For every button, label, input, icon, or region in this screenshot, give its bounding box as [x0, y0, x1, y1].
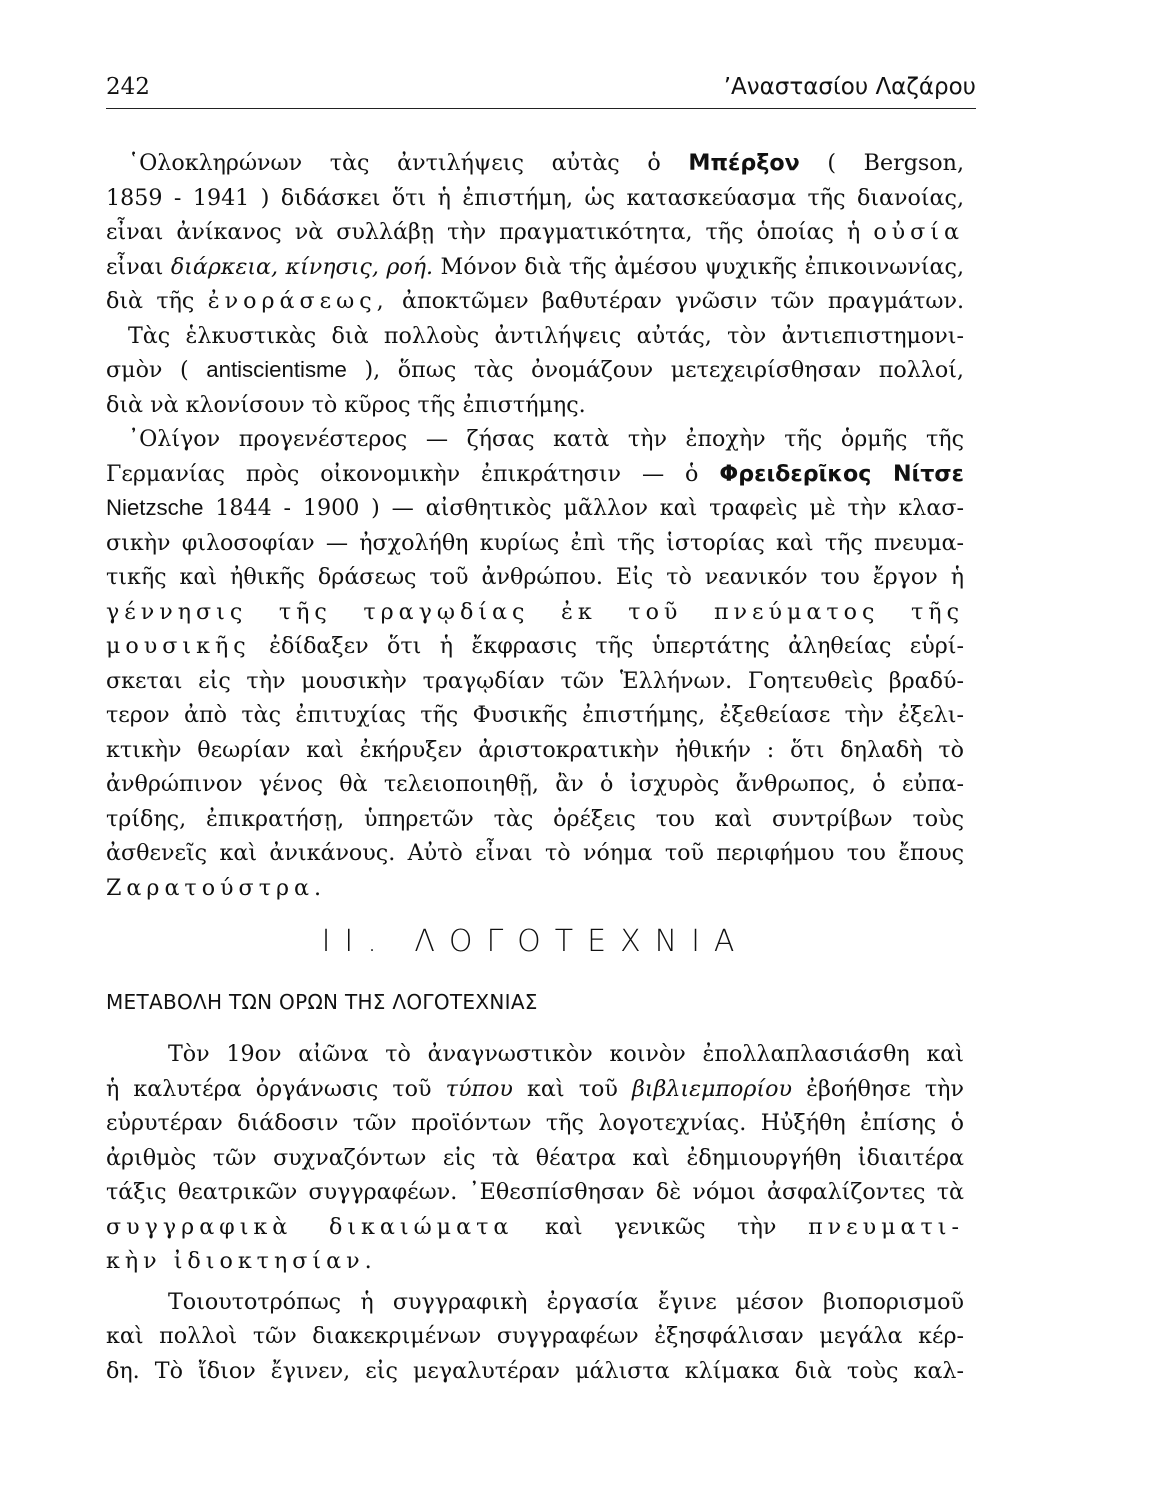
- section-subheading: ΜΕΤΑΒΟΛΗ ΤΩΝ ΟΡΩΝ ΤΗΣ ΛΟΓΟΤΕΧΝΙΑΣ: [106, 990, 538, 1014]
- text-line: ἡ καλυτέρα ὀργάνωσις τοῦ τύπου καὶ τοῦ βιβλιεμπορίου ἐβοήθησε τὴν: [106, 1075, 964, 1102]
- text-line: σικὴν φιλοσοφίαν — ἠσχολήθη κυρίως ἐπὶ τῆς ἱστορίας καὶ τῆς πνευμα-: [106, 529, 964, 556]
- text-line: ἀσθενεῖς καὶ ἀνικάνους. Αὐτὸ εἶναι τὸ νόημα τοῦ περιφήμου του ἔπους: [106, 840, 964, 866]
- text-line: δη. Τὸ ἴδιον ἔγινεν, εἰς μεγαλυτέραν μάλιστα κλίμακα διὰ τοὺς καλ-: [106, 1357, 964, 1384]
- paragraph-bergson: [106, 146, 964, 319]
- text-line: καὶ πολλοὶ τῶν διακεκριμένων συγγραφέων ἐξησφάλισαν μεγάλα κέρ-: [106, 1323, 964, 1349]
- paragraph-livelihood: [106, 1285, 964, 1389]
- text-line: εἶναι διάρκεια, κίνησις, ροή. Μόνον διὰ τῆς ἀμέσου ψυχικῆς ἐπικοινωνίας,: [106, 253, 964, 280]
- text-line: σμὸν ( antiscientisme ), ὅπως τὰς ὀνομάζουν μετεχειρίσθησαν πολλοί,: [106, 357, 964, 383]
- paragraph-nietzsche: [106, 422, 964, 905]
- paragraph-19th-century: [106, 1037, 964, 1279]
- text-line: εὐρυτέραν διάδοσιν τῶν προϊόντων τῆς λογοτεχνίας. Ηὐξήθη ἐπίσης ὁ: [106, 1110, 964, 1136]
- paragraph-antiscientisme: [106, 319, 964, 423]
- text-line: διὰ τῆς ἐνοράσεως, ἀποκτῶμεν βαθυτέραν γνῶσιν τῶν πραγμάτων.: [106, 288, 964, 314]
- author-name: ’Αναστασίου Λαζάρου: [723, 74, 976, 100]
- text-line: γέννησις τῆς τραγῳδίας ἐκ τοῦ πνεύματος τῆς: [106, 598, 964, 625]
- text-line: Τοιουτοτρόπως ἡ συγγραφικὴ ἐργασία ἔγινε μέσον βιοπορισμοῦ: [168, 1288, 964, 1315]
- text-line: Nietzsche 1844 - 1900 ) — αἰσθητικὸς μᾶλλον καὶ τραφεὶς μὲ τὴν κλασ-: [106, 495, 964, 521]
- text-line: σκεται εἰς τὴν μουσικὴν τραγῳδίαν τῶν Ἑλλήνων. Γοητευθεὶς βραδύ-: [106, 667, 964, 694]
- text-line: τερον ἀπὸ τὰς ἐπιτυχίας τῆς Φυσικῆς ἐπιστήμης, ἐξεθείασε τὴν ἐξελι-: [106, 702, 964, 728]
- text-line: εἶναι ἀνίκανος νὰ συλλάβῃ τὴν πραγματικότητα, τῆς ὁποίας ἡ οὐσία: [106, 219, 964, 245]
- text-line: τικῆς καὶ ἠθικῆς δράσεως τοῦ ἀνθρώπου. Εἰς τὸ νεανικόν του ἔργον ἡ: [106, 564, 964, 590]
- section-heading: ΙΙ. ΛΟΓΟΤΕΧΝΙΑ: [321, 924, 749, 959]
- body-text: [106, 146, 964, 1388]
- text-line: διὰ νὰ κλονίσουν τὸ κῦρος τῆς ἐπιστήμης.: [106, 391, 586, 418]
- text-line: κὴν ἰδιοκτησίαν.: [106, 1248, 377, 1274]
- running-header: [106, 74, 976, 109]
- text-line: ἀνθρώπινον γένος θὰ τελειοποιηθῇ, ἂν ὁ ἰσχυρὸς ἄνθρωπος, ὁ εὐπα-: [106, 771, 964, 797]
- page-number: 242: [106, 74, 150, 100]
- text-line: τρίδης, ἐπικρατήσῃ, ὑπηρετῶν τὰς ὀρέξεις του καὶ συντρίβων τοὺς: [106, 805, 964, 832]
- text-line: ῾Ολοκληρώνων τὰς ἀντιλήψεις αὐτὰς ὁ Μπέρξον ( Bergson,: [128, 150, 964, 176]
- text-line: τάξις θεατρικῶν συγγραφέων. ᾿Εθεσπίσθησαν δὲ νόμοι ἀσφαλίζοντες τὰ: [106, 1179, 964, 1205]
- text-line: συγγραφικὰ δικαιώματα καὶ γενικῶς τὴν πνευματι-: [106, 1213, 964, 1240]
- text-line: μουσικῆς ἐδίδαξεν ὅτι ἡ ἔκφρασις τῆς ὑπερτάτης ἀληθείας εὑρί-: [106, 633, 964, 659]
- text-line: Ζαρατούστρα.: [106, 874, 327, 901]
- text-line: Τὸν 19ον αἰῶνα τὸ ἀναγνωστικὸν κοινὸν ἐπολλαπλασιάσθη καὶ: [168, 1041, 964, 1067]
- name-nietzsche: Φρειδερῖκος Νίτσε: [719, 460, 964, 487]
- text-line: Τὰς ἑλκυστικὰς διὰ πολλοὺς ἀντιλήψεις αὐτάς, τὸν ἀντιεπιστημονι-: [128, 322, 964, 349]
- text-line: 1859 - 1941 ) διδάσκει ὅτι ἡ ἐπιστήμη, ὡς κατασκεύασμα τῆς διανοίας,: [106, 184, 964, 211]
- text-line: Γερμανίας πρὸς οἰκονομικὴν ἐπικράτησιν — ὁ Φρειδερῖκος Νίτσε: [106, 460, 964, 487]
- name-bergson: Μπέρξον: [688, 150, 800, 176]
- text-line: ἀριθμὸς τῶν συχναζόντων εἰς τὰ θέατρα καὶ ἐδημιουργήθη ἰδιαιτέρα: [106, 1144, 964, 1171]
- text-line: κτικὴν θεωρίαν καὶ ἐκήρυξεν ἀριστοκρατικὴν ἠθικήν : ὅτι δηλαδὴ τὸ: [106, 736, 964, 763]
- text-line: ᾿Ολίγον προγενέστερος — ζήσας κατὰ τὴν ἐποχὴν τῆς ὁρμῆς τῆς: [128, 426, 964, 452]
